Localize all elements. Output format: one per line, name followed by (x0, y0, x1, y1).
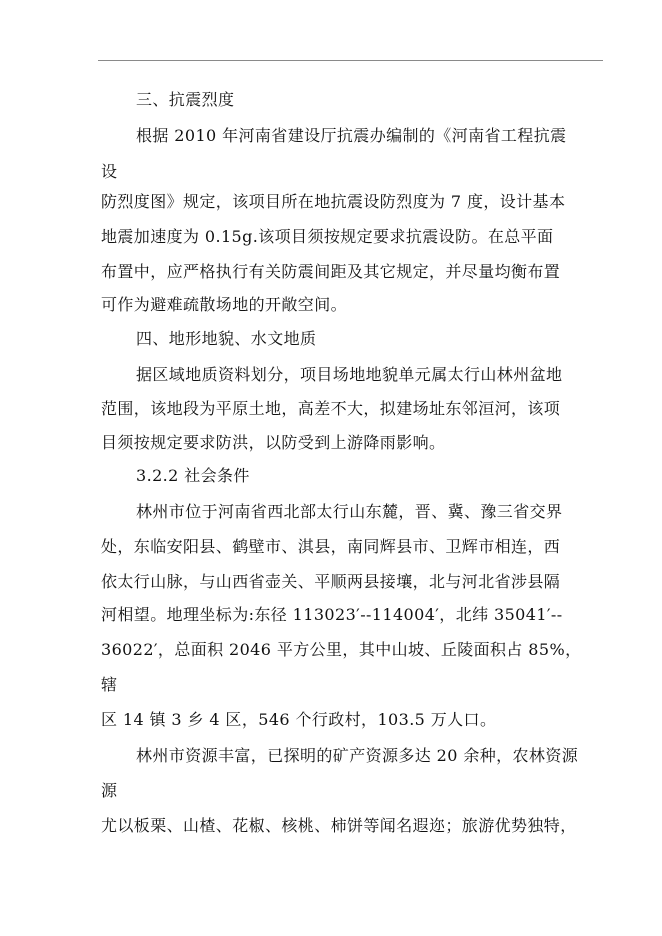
paragraph-line: 可作为避难疏散场地的开敞空间。 (101, 295, 348, 314)
paragraph-line: 目须按规定要求防洪，以防受到上游降雨影响。 (101, 433, 446, 452)
paragraph-line: 范围，该地段为平原土地，高差不大，拟建场址东邻洹河，该项 (101, 399, 561, 418)
header-rule (98, 60, 603, 61)
paragraph-line: 据区域地质资料划分，项目场地地貌单元属太行山林州盆地 (136, 365, 563, 384)
paragraph-line: 区 14 镇 3 乡 4 区，546 个行政村，103.5 万人口。 (101, 710, 497, 729)
paragraph-line: 防烈度图》规定，该项目所在地抗震设防烈度为 7 度，设计基本 (101, 192, 566, 211)
paragraph-line: 林州市资源丰富，已探明的矿产资源多达 20 余种，农林资源 (136, 746, 579, 765)
paragraph-line: 依太行山脉，与山西省壶关、平顺两县接壤，北与河北省涉县隔 (101, 572, 561, 591)
paragraph-line: 尤以板栗、山楂、花椒、核桃、柿饼等闻名遐迩；旅游优势独特， (101, 816, 577, 835)
section-heading-seismic: 三、抗震烈度 (136, 90, 235, 109)
section-heading-terrain: 四、地形地貌、水文地质 (136, 329, 317, 348)
paragraph-line: 处，东临安阳县、鹤壁市、淇县，南同辉县市、卫辉市相连，西 (101, 537, 561, 556)
paragraph-line: 根据 2010 年河南省建设厅抗震办编制的《河南省工程抗震 (136, 126, 567, 145)
paragraph-line: 林州市位于河南省西北部太行山东麓，晋、冀、豫三省交界 (136, 502, 563, 521)
paragraph-line: 36022′，总面积 2046 平方公里，其中山坡、丘陵面积占 85%， (101, 640, 582, 659)
paragraph-line: 设 (101, 162, 118, 181)
paragraph-line: 布置中，应严格执行有关防震间距及其它规定，并尽量均衡布置 (101, 262, 561, 281)
paragraph-line: 河相望。地理坐标为:东径 113023′--114004′，北纬 35041′-- (101, 605, 563, 624)
paragraph-line: 源 (101, 781, 118, 800)
paragraph-line: 辖 (101, 675, 118, 694)
section-heading-social: 3.2.2 社会条件 (136, 466, 250, 485)
paragraph-line: 地震加速度为 0.15g.该项目须按规定要求抗震设防。在总平面 (101, 227, 554, 246)
